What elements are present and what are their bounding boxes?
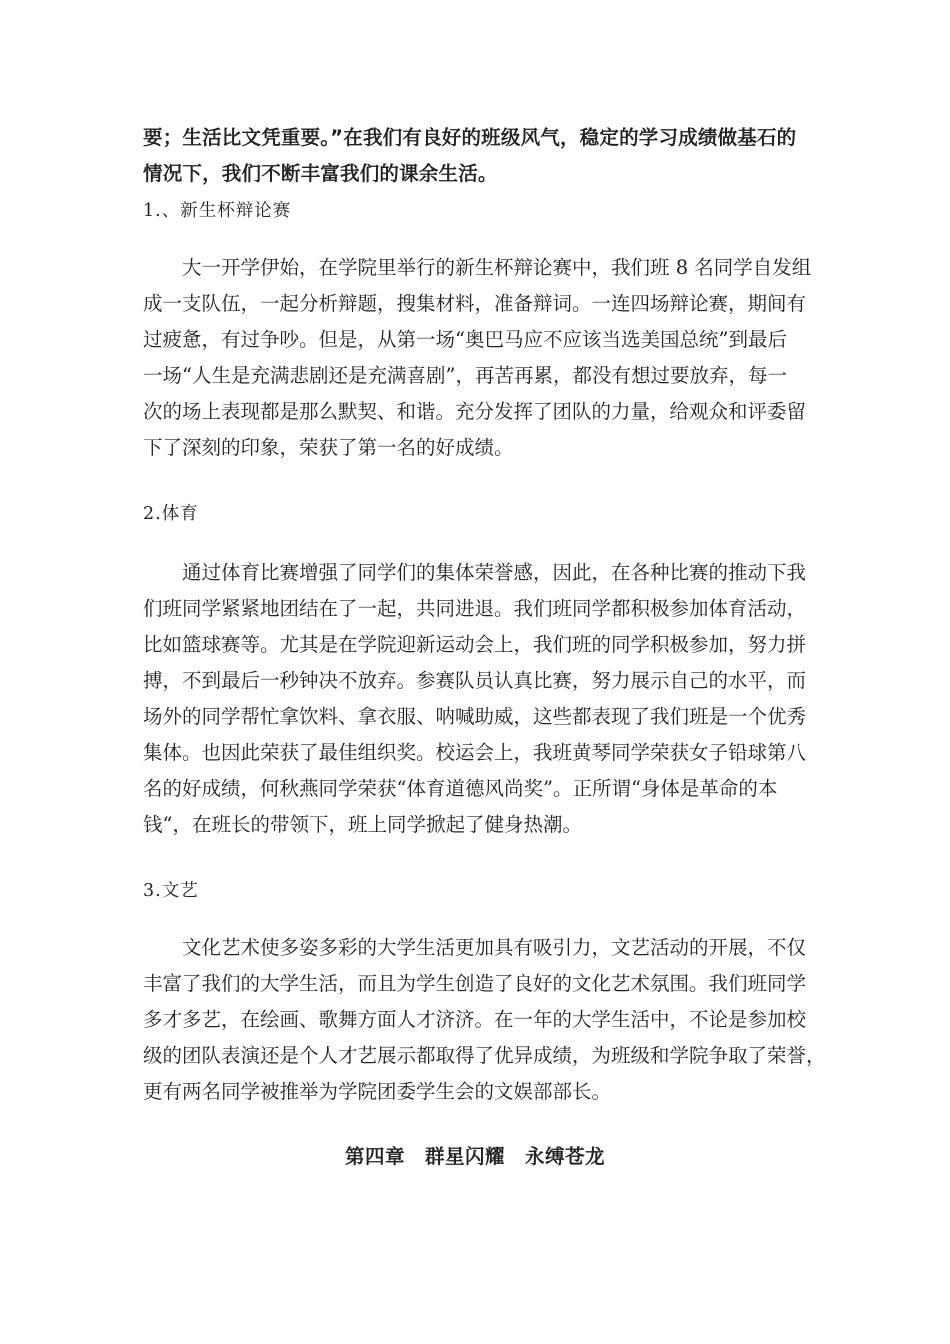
paragraph-line: 钱“，在班长的带领下，班上同学掀起了健身热潮。 [143,813,582,836]
paragraph-line: 多才多艺，在绘画、歌舞方面人才济济。在一年的大学生活中，不论是参加校 [143,1008,807,1031]
section-paragraph-arts [143,930,826,1110]
paragraph-line: 一场“人生是充满悲剧还是充满喜剧”，再苦再累，都没有想过要放弃，每一 [143,364,787,387]
section-heading-arts: 3.文艺 [143,881,199,901]
paragraph-line: 丰富了我们的大学生活，而且为学生创造了良好的文化艺术氛围。我们班同学 [143,972,807,995]
paragraph-line: 成一支队伍，一起分析辩题，搜集材料，准备辩词。一连四场辩论赛，期间有 [143,292,807,315]
paragraph-line: 通过体育比赛增强了同学们的集体荣誉感，因此，在各种比赛的推动下我 [182,561,807,584]
paragraph-line: 过疲惫，有过争吵。但是，从第一场“奥巴马应不应该当选美国总统”到最后 [143,328,787,351]
section-heading-debate: 1.、新生杯辩论赛 [143,201,292,221]
paragraph-line: 大一开学伊始，在学院里举行的新生杯辩论赛中，我们班 8 名同学自发组 [182,256,812,279]
section-heading-sports: 2.体育 [143,504,199,524]
paragraph-line: 级的团队表演还是个人才艺展示都取得了优异成绩，为班级和学院争取了荣誉， [143,1044,826,1067]
paragraph-line: 场外的同学帮忙拿饮料、拿衣服、呐喊助威，这些都表现了我们班是一个优秀 [143,705,807,728]
section-paragraph-sports [143,555,808,843]
chapter-title: 第四章 群星闪耀 永缚苍龙 [344,1145,605,1168]
paragraph-line: 名的好成绩，何秋燕同学荣获“体育道德风尚奖”。正所谓“身体是革命的本 [143,777,778,800]
paragraph-line: 们班同学紧紧地团结在了一起，共同进退。我们班同学都积极参加体育活动， [143,597,807,620]
paragraph-line: 次的场上表现都是那么默契、和谐。充分发挥了团队的力量，给观众和评委留 [143,400,807,423]
paragraph-line: 集体。也因此荣获了最佳组织奖。校运会上，我班黄琴同学荣获女子铅球第八 [143,741,807,764]
intro-line: 要；生活比文凭重要。”在我们有良好的班级风气，稳定的学习成绩做基石的 [143,126,797,149]
paragraph-line: 下了深刻的印象，荣获了第一名的好成绩。 [143,436,514,459]
intro-paragraph [143,120,808,192]
paragraph-line: 比如篮球赛等。尤其是在学院迎新运动会上，我们班的同学积极参加，努力拼 [143,633,807,656]
paragraph-line: 文化艺术使多姿多彩的大学生活更加具有吸引力，文艺活动的开展，不仅 [182,936,807,959]
section-paragraph-debate [143,250,812,466]
paragraph-line: 搏，不到最后一秒钟决不放弃。参赛队员认真比赛，努力展示自己的水平，而 [143,669,807,692]
intro-line: 情况下，我们不断丰富我们的课余生活。 [143,162,498,185]
paragraph-line: 更有两名同学被推举为学院团委学生会的文娱部部长。 [143,1080,612,1103]
